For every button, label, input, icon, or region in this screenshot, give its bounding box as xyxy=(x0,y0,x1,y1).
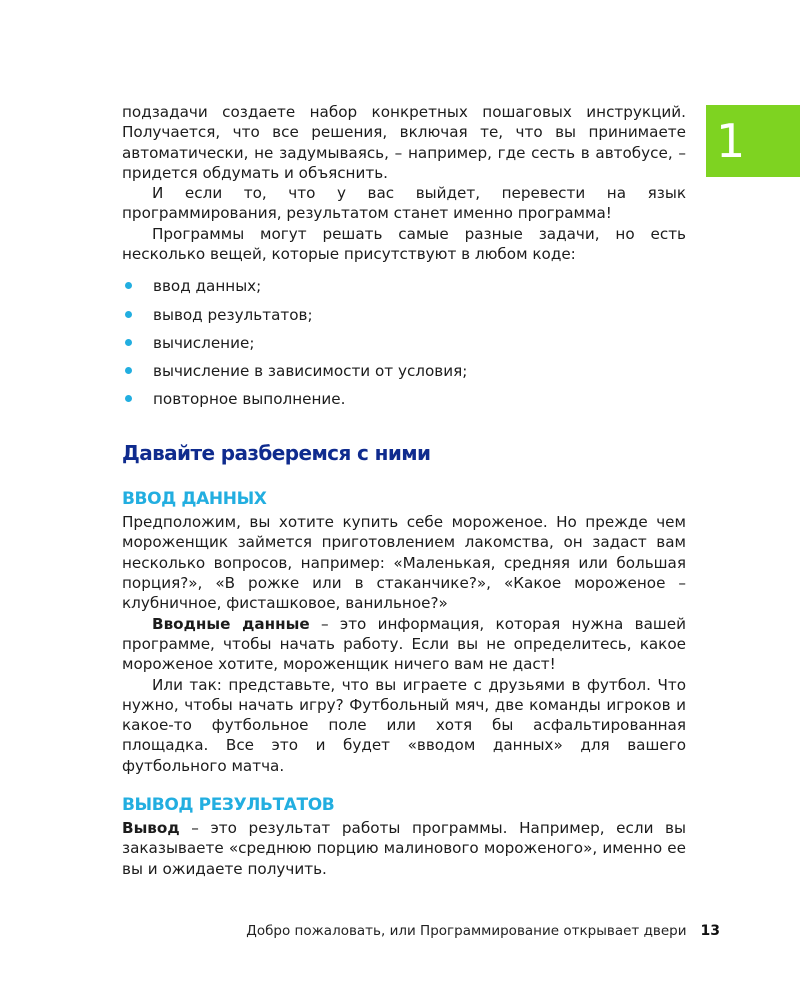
running-title: Добро пожаловать, или Программирование открывает двери xyxy=(246,923,687,939)
page-footer xyxy=(246,921,720,941)
intro-paragraph-2: И если то, что у вас выйдет, перевести на язык программирования, результатом станет именно программа! xyxy=(122,184,686,223)
input-paragraph-3: Или так: представьте, что вы играете с друзьями в футбол. Что нужно, чтобы начать игру? Футбольный мяч, две команды игроков и какое-то футбольное поле или хотя бы асфальтированная площадка. Все это и будет «вводом данных» для вашего футбольного матча. xyxy=(122,675,686,775)
list-item-text: вычисление; xyxy=(153,333,255,352)
list-item-text: вывод результатов; xyxy=(153,305,313,324)
input-paragraph-1: Предположим, вы хотите купить себе мороженое. Но прежде чем мороженщик займется приготовлением лакомства, он задаст вам несколько вопросов, например: «Маленькая, средняя или большая порция?», «В рожке или в стаканчике?», «Какое мороженое – клубничное, фисташковое, ванильное?» xyxy=(122,513,686,613)
input-section-title: ВВОД ДАННЫХ xyxy=(122,489,267,510)
intro-paragraph-1: подзадачи создаете набор конкретных пошаговых инструкций. Получается, что все решения, включая те, что вы принимаете автоматически, не задумываясь, – например, где сесть в автобусе, – придется обдумать и объяснить. xyxy=(122,103,686,182)
list-item-text: повторное выполнение. xyxy=(153,390,346,409)
list-item-text: ввод данных; xyxy=(153,277,262,296)
bullet-dot-icon xyxy=(125,339,132,346)
intro-paragraph-3: Программы могут решать самые разные задачи, но есть несколько вещей, которые присутствуют в любом коде: xyxy=(122,224,686,264)
page-content xyxy=(122,102,686,879)
bullet-dot-icon xyxy=(125,282,132,289)
list-item xyxy=(122,333,686,353)
bullet-dot-icon xyxy=(125,395,132,402)
page-number: 13 xyxy=(700,923,720,939)
output-paragraph-1 xyxy=(122,818,686,879)
input-paragraph-2 xyxy=(122,614,686,675)
list-item xyxy=(122,389,686,409)
input-term-bold: Вводные данные xyxy=(152,614,310,633)
output-paragraph-1-text: – это результат работы программы. Например, если вы заказываете «среднюю порцию малинового мороженого», именно ее вы и ожидаете получить. xyxy=(122,818,686,878)
list-item xyxy=(122,305,686,325)
chapter-number: 1 xyxy=(716,114,746,168)
list-item xyxy=(122,361,686,381)
chapter-tab xyxy=(706,105,800,177)
bullet-dot-icon xyxy=(125,367,132,374)
output-term-bold: Вывод xyxy=(122,818,180,837)
section-title: Давайте разберемся с ними xyxy=(122,441,431,466)
output-section-title: ВЫВОД РЕЗУЛЬТАТОВ xyxy=(122,794,335,815)
bullet-dot-icon xyxy=(125,311,132,318)
list-item xyxy=(122,276,686,296)
bullet-list xyxy=(122,276,686,409)
list-item-text: вычисление в зависимости от условия; xyxy=(153,361,468,380)
input-paragraph-2-text: – это информация, которая нужна вашей программе, чтобы начать работу. Если вы не определитесь, какое мороженое хотите, мороженщик ничего вам не даст! xyxy=(122,614,686,674)
